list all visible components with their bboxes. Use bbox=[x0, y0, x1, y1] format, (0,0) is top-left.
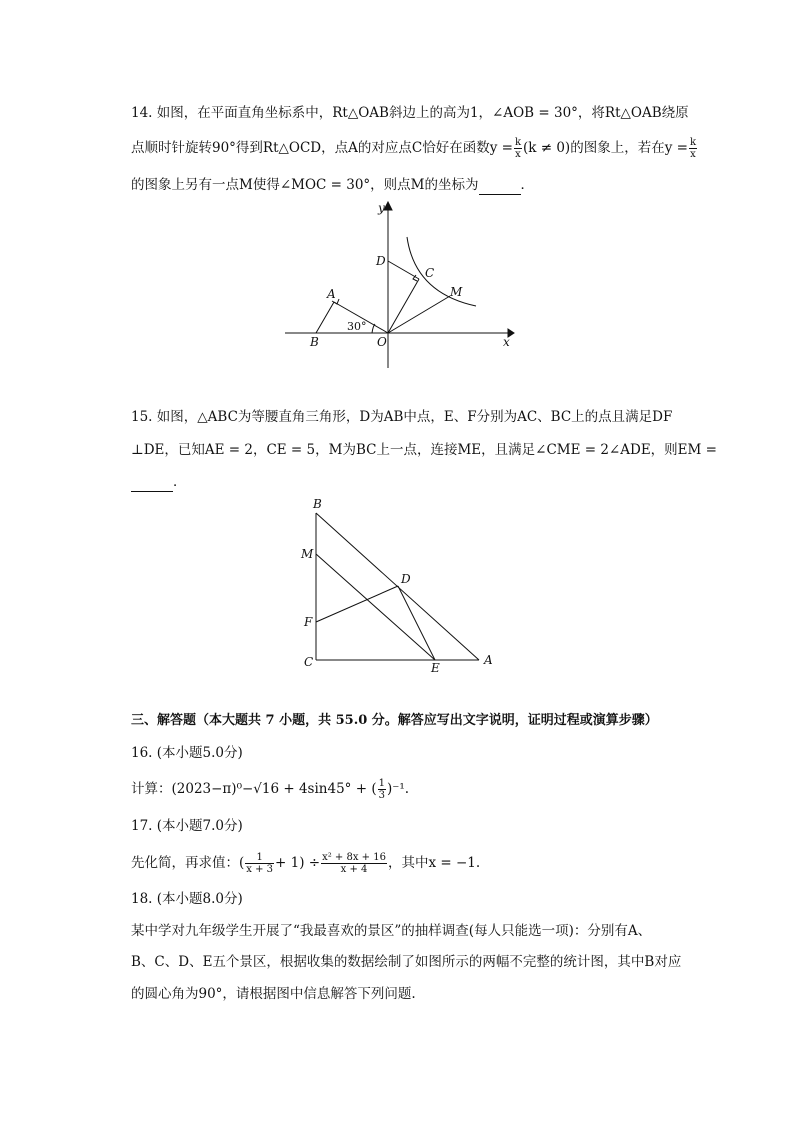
q17-body-b: + 1) ÷ bbox=[275, 855, 321, 871]
frac-numerator: x² + 8x + 16 bbox=[322, 852, 386, 863]
q15-figure bbox=[295, 492, 505, 677]
q16-fraction-one-third bbox=[378, 778, 386, 801]
label-M: M bbox=[450, 285, 463, 299]
frac-numerator: k bbox=[514, 137, 521, 148]
q17-fraction-2 bbox=[321, 852, 387, 875]
q17-body-c: ，其中x = −1. bbox=[387, 855, 481, 871]
q16-head: 16. (本小题5.0分) bbox=[131, 745, 243, 761]
segment-DE bbox=[398, 586, 435, 660]
q14-line-3-text: 的图象上另有一点M使得∠MOC = 30°，则点M的坐标为 bbox=[131, 177, 479, 193]
label-D: D bbox=[376, 254, 386, 268]
q15-line-1: 15. 如图，△ABC为等腰直角三角形，D为AB中点，E、F分别为AC、BC上的点且满足DF bbox=[131, 409, 673, 425]
label-A: A bbox=[327, 287, 336, 301]
q17-body-a: 先化简，再求值：( bbox=[131, 855, 245, 871]
segment-AB bbox=[316, 302, 334, 333]
q14-line-1: 14. 如图，在平面直角坐标系中，Rt△OAB斜边上的高为1，∠AOB = 30°，将Rt△OAB绕原 bbox=[131, 105, 689, 121]
label-B: B bbox=[310, 335, 319, 349]
q18-line-3: 的圆心角为90°，请根据图中信息解答下列问题. bbox=[131, 986, 416, 1002]
label-C: C bbox=[425, 266, 435, 280]
segment-DC bbox=[388, 261, 419, 279]
frac-denominator: x bbox=[515, 149, 521, 160]
hyperbola-curve bbox=[407, 237, 476, 306]
q14-line-2-text-a: 点顺时针旋转90°得到Rt△OCD，点A的对应点C恰好在函数y = bbox=[131, 140, 513, 156]
segment-ME bbox=[316, 554, 435, 660]
q14-fraction-k-over-x bbox=[514, 137, 522, 160]
label-D: D bbox=[401, 572, 411, 586]
label-x: x bbox=[503, 335, 510, 349]
q18-line-1: 某中学对九年级学生开展了“我最喜欢的景区”的抽样调查(每人只能选一项)：分别有A、 bbox=[131, 923, 652, 939]
q14-line-3-end: ． bbox=[520, 177, 534, 193]
q15-line-3-end: ． bbox=[173, 474, 187, 490]
q14-fraction-k-over-x-2 bbox=[689, 137, 697, 160]
label-angle-30: 30° bbox=[347, 320, 367, 333]
segment-OC bbox=[388, 279, 419, 333]
frac-denominator: 3 bbox=[378, 790, 385, 801]
q16-body bbox=[131, 778, 409, 801]
label-A: A bbox=[484, 653, 493, 667]
frac-denominator: x + 4 bbox=[340, 864, 368, 875]
q17-head: 17. (本小题7.0分) bbox=[131, 818, 243, 834]
frac-numerator: k bbox=[689, 137, 696, 148]
frac-denominator: x bbox=[690, 149, 696, 160]
label-E: E bbox=[431, 661, 440, 675]
segment-OM bbox=[388, 296, 450, 333]
q14-figure bbox=[280, 198, 520, 373]
frac-denominator: x + 3 bbox=[246, 864, 274, 875]
q17-body bbox=[131, 852, 480, 875]
label-M: M bbox=[301, 547, 314, 561]
label-B: B bbox=[313, 497, 322, 511]
q16-body-b: )⁻¹. bbox=[386, 781, 410, 797]
label-F: F bbox=[304, 615, 313, 629]
y-axis-arrow bbox=[384, 202, 392, 210]
section-3-heading: 三、解答题（本大题共 7 小题，共 55.0 分。解答应写出文字说明，证明过程或演算步骤） bbox=[131, 713, 658, 728]
answer-blank bbox=[479, 180, 521, 195]
q16-body-a: 计算：(2023−π)⁰−√16 + 4sin45° + ( bbox=[131, 781, 377, 797]
label-y: y bbox=[378, 201, 385, 215]
q15-line-2: ⊥DE，已知AE = 2，CE = 5，M为BC上一点，连接ME，且满足∠CME = 2∠ADE，则EM = bbox=[131, 442, 717, 458]
label-C: C bbox=[304, 655, 314, 669]
answer-blank bbox=[131, 477, 173, 492]
q17-fraction-1 bbox=[245, 852, 274, 875]
q14-line-2 bbox=[131, 137, 698, 160]
q14-line-3 bbox=[131, 175, 534, 195]
label-O: O bbox=[377, 335, 387, 349]
frac-numerator: 1 bbox=[245, 852, 274, 864]
q18-head: 18. (本小题8.0分) bbox=[131, 891, 243, 907]
frac-numerator: 1 bbox=[378, 778, 385, 789]
q18-line-2: B、C、D、E五个景区，根据收集的数据绘制了如图所示的两幅不完整的统计图，其中B对应 bbox=[131, 954, 682, 970]
angle-arc-30 bbox=[372, 324, 375, 333]
q15-line-3 bbox=[131, 472, 187, 492]
q14-line-2-text-b: (k ≠ 0)的图象上，若在y = bbox=[523, 140, 688, 156]
